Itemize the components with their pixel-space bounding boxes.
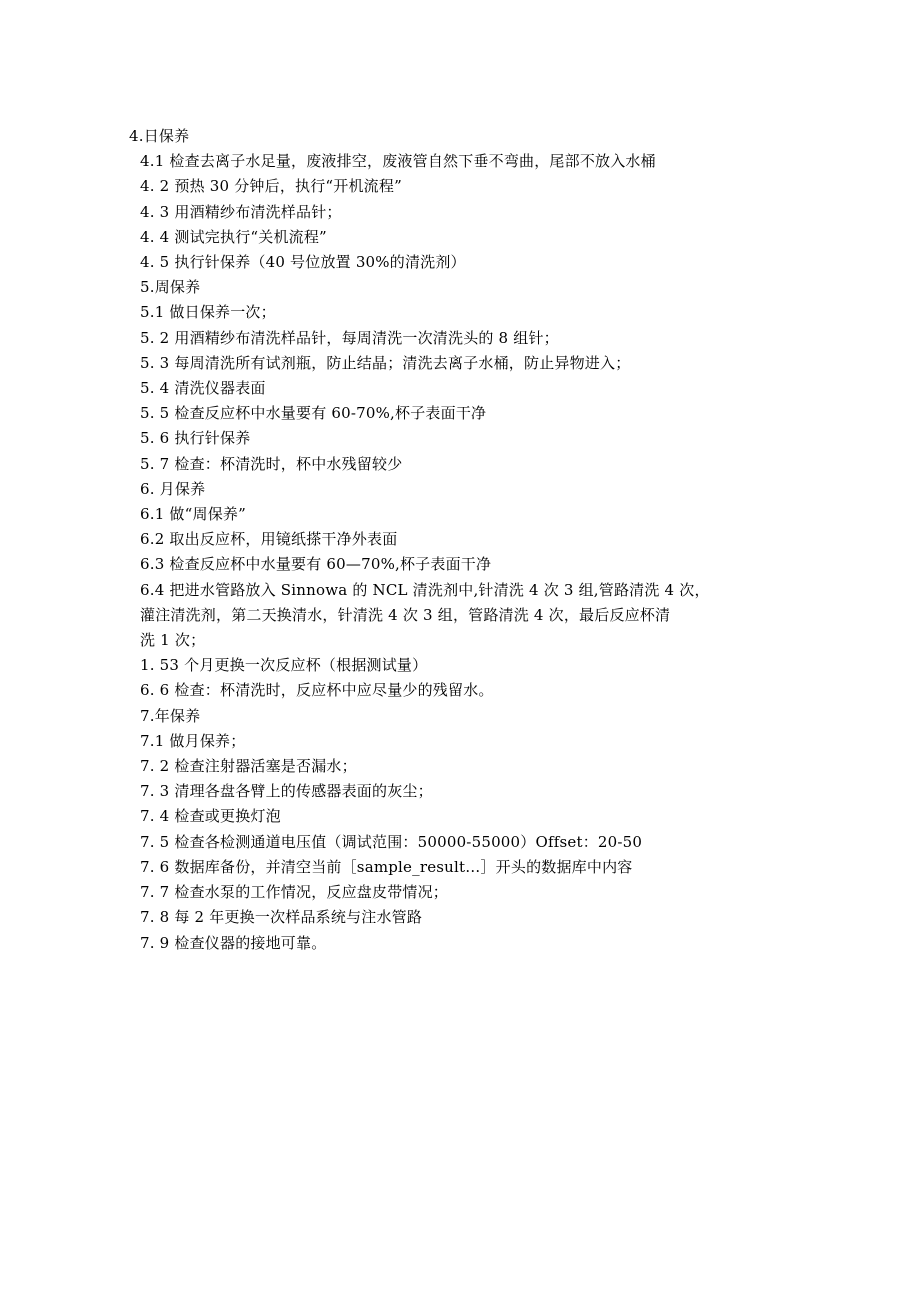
text-line: 洗 1 次； <box>140 631 206 650</box>
text-line: 5. 6 执行针保养 <box>140 429 251 448</box>
section-heading-monthly: 6. 月保养 <box>140 479 206 498</box>
maintenance-text <box>129 124 800 956</box>
text-line: 6. 6 检查：杯清洗时，反应杯中应尽量少的残留水。 <box>140 681 494 700</box>
text-line: 7.1 做月保养； <box>140 731 246 750</box>
text-line: 7. 9 检查仪器的接地可靠。 <box>140 933 327 952</box>
text-line: 4. 2 预热 30 分钟后，执行“开机流程” <box>140 177 402 196</box>
text-line: 5. 5 检查反应杯中水量要有 60-70%,杯子表面干净 <box>140 404 487 423</box>
text-line: 4. 4 测试完执行“关机流程” <box>140 227 327 246</box>
text-line: 5. 4 清洗仪器表面 <box>140 379 266 398</box>
text-line: 5.1 做日保养一次； <box>140 303 276 322</box>
section-heading-weekly: 5.周保养 <box>140 278 201 297</box>
text-line: 5. 2 用酒精纱布清洗样品针，每周清洗一次清洗头的 8 组针； <box>140 328 559 347</box>
text-line: 6.1 做“周保养” <box>140 505 246 524</box>
text-line: 1. 53 个月更换一次反应杯（根据测试量） <box>140 656 428 675</box>
text-line: 5. 7 检查：杯清洗时，杯中水残留较少 <box>140 454 403 473</box>
section-heading-yearly: 7.年保养 <box>140 706 201 725</box>
text-line: 7. 4 检查或更换灯泡 <box>140 807 281 826</box>
text-line: 7. 8 每 2 年更换一次样品系统与注水管路 <box>140 908 423 927</box>
text-line: 5. 3 每周清洗所有试剂瓶，防止结晶；清洗去离子水桶，防止异物进入； <box>140 353 631 372</box>
text-line: 灌注清洗剂，第二天换清水，针清洗 4 次 3 组，管路清洗 4 次，最后反应杯清 <box>140 605 671 624</box>
text-line: 7. 2 检查注射器活塞是否漏水； <box>140 757 357 776</box>
text-line: 7. 3 清理各盘各臂上的传感器表面的灰尘； <box>140 782 433 801</box>
text-line: 4. 5 执行针保养（40 号位放置 30%的清洗剂） <box>140 253 466 272</box>
text-line: 6.3 检查反应杯中水量要有 60—70%,杯子表面干净 <box>140 555 492 574</box>
text-line: 7. 7 检查水泵的工作情况，反应盘皮带情况； <box>140 883 448 902</box>
text-line: 6.4 把进水管路放入 Sinnowa 的 NCL 清洗剂中,针清洗 4 次 3 组,管路清洗 4 次， <box>140 580 710 599</box>
text-line: 6.2 取出反应杯，用镜纸搽干净外表面 <box>140 530 398 549</box>
section-heading-daily: 4.日保养 <box>129 127 190 145</box>
text-line: 7. 6 数据库备份，并清空当前［sample_result…］开头的数据库中内容 <box>140 857 633 876</box>
text-line: 7. 5 检查各检测通道电压值（调试范围：50000-55000）Offset：20-50 <box>140 832 643 851</box>
text-line: 4. 3 用酒精纱布清洗样品针； <box>140 202 342 221</box>
text-line: 4.1 检查去离子水足量，废液排空，废液管自然下垂不弯曲，尾部不放入水桶 <box>140 152 656 171</box>
